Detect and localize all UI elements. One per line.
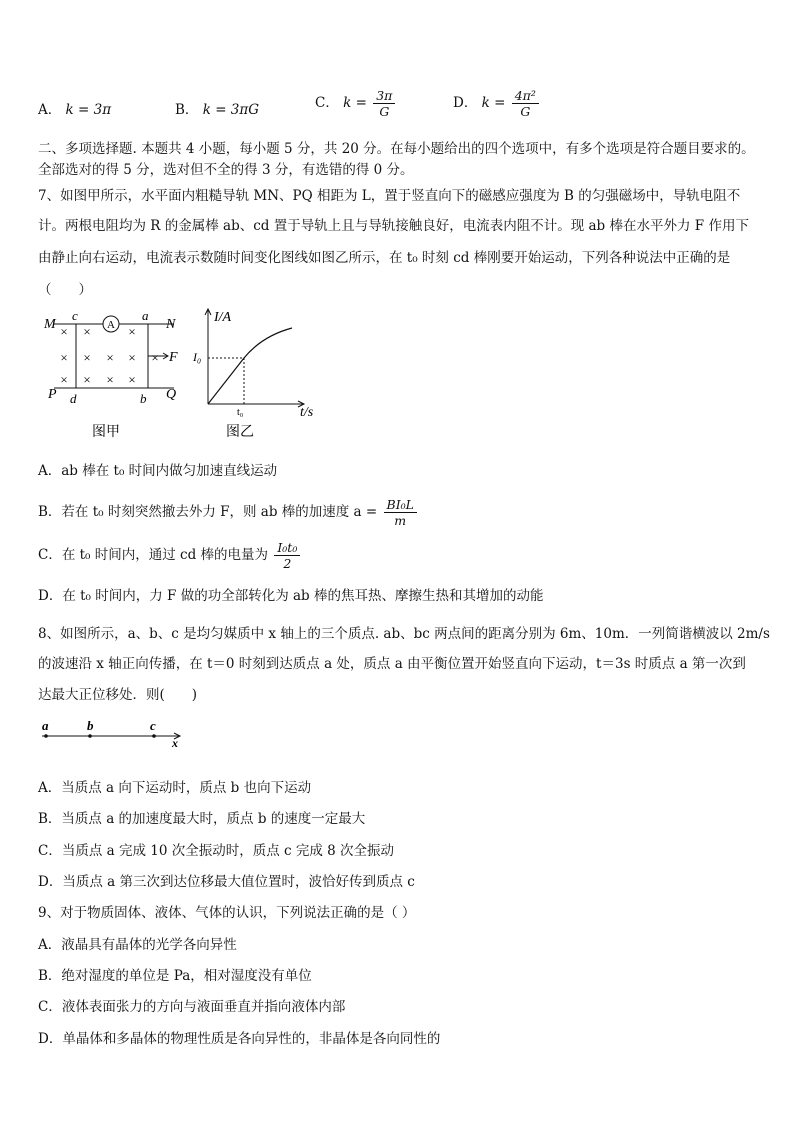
option-formula: k = bbox=[481, 95, 506, 111]
q9-stem: 9、对于物质固体、液体、气体的认识，下列说法正确的是（ ） bbox=[38, 905, 416, 921]
option-formula: k = 3πG bbox=[202, 102, 260, 118]
cross-mark: × bbox=[128, 324, 136, 339]
point-b bbox=[88, 734, 92, 738]
label-p: P bbox=[48, 387, 57, 402]
q9-option-c[interactable]: C．液体表面张力的方向与液面垂直并指向液体内部 bbox=[38, 999, 346, 1015]
q9-option-d[interactable]: D．单晶体和多晶体的物理性质是各向异性的，非晶体是各向同性的 bbox=[38, 1031, 441, 1047]
option-text: C．在 t₀ 时间内，通过 cd 棒的电量为 bbox=[38, 547, 269, 563]
tick-i0: I₀ bbox=[193, 350, 202, 364]
denominator: m bbox=[394, 513, 407, 528]
option-label: A． bbox=[38, 102, 62, 118]
q8-option-d[interactable]: D．当质点 a 第三次到达位移最大值位置时，波恰好传到质点 c bbox=[38, 874, 415, 890]
cross-mark: × bbox=[83, 324, 91, 339]
label-c: c bbox=[72, 308, 78, 323]
q7-stem-3: 由静止向右运动，电流表示数随时间变化图线如图乙所示，在 t₀ 时刻 cd 棒刚要开始运动，下列各种说法中正确的是 bbox=[38, 250, 731, 266]
q8-stem-2: 的波速沿 x 轴正向传播，在 t＝0 时刻到达质点 a 处，质点 a 由平衡位置开始竖直向下运动，t＝3s 时质点 a 第一次到 bbox=[38, 656, 746, 672]
cross-mark: × bbox=[151, 350, 159, 365]
label-d: d bbox=[70, 391, 77, 406]
numerator: 3π bbox=[373, 88, 395, 104]
q6-option-a[interactable] bbox=[38, 98, 111, 118]
denominator: G bbox=[379, 104, 390, 119]
figure-graph bbox=[192, 306, 327, 441]
q8-stem-3: 达最大正位移处．则( ) bbox=[38, 687, 198, 703]
q6-option-d[interactable] bbox=[453, 88, 541, 119]
cross-mark: × bbox=[60, 372, 68, 387]
q7-option-a[interactable]: A．ab 棒在 t₀ 时间内做匀加速直线运动 bbox=[38, 463, 278, 479]
label-n: N bbox=[166, 317, 176, 332]
cross-mark: × bbox=[106, 372, 114, 387]
option-formula: k = bbox=[343, 95, 367, 111]
y-axis-label: I/A bbox=[214, 310, 232, 325]
denominator: 2 bbox=[283, 556, 292, 571]
label-a: a bbox=[42, 718, 49, 733]
option-label: D． bbox=[453, 95, 478, 111]
cross-mark: × bbox=[60, 324, 68, 339]
cross-mark: × bbox=[106, 350, 114, 365]
q6-option-b[interactable] bbox=[175, 98, 259, 118]
figure-circuit bbox=[40, 306, 200, 441]
section-heading-cont: 全部选对的得 5 分，选对但不全的得 3 分，有选错的得 0 分。 bbox=[38, 162, 414, 178]
label-a: a bbox=[142, 308, 149, 323]
fraction bbox=[384, 497, 417, 528]
q6-option-c[interactable] bbox=[315, 88, 397, 119]
label-b: b bbox=[140, 391, 147, 406]
figure-caption-a: 图甲 bbox=[92, 425, 120, 440]
label-x: x bbox=[172, 736, 178, 750]
label-force: F bbox=[169, 350, 178, 365]
q9-option-a[interactable]: A．液晶具有晶体的光学各向异性 bbox=[38, 937, 237, 953]
figure-x-axis bbox=[38, 716, 188, 750]
magnetic-field-crosses bbox=[60, 324, 158, 387]
q9-option-b[interactable]: B．绝对湿度的单位是 Pa，相对湿度没有单位 bbox=[38, 968, 312, 984]
numerator: I₀t₀ bbox=[274, 540, 300, 556]
numerator: 4π² bbox=[512, 88, 539, 104]
section-heading: 二、多项选择题. 本题共 4 小题，每小题 5 分，共 20 分。在每小题给出的四个选项中，有多个选项是符合题目要求的。 bbox=[38, 141, 755, 157]
fraction bbox=[373, 88, 395, 119]
point-a bbox=[44, 734, 48, 738]
answer-bracket: （ ） bbox=[38, 282, 92, 298]
q7-option-c[interactable] bbox=[38, 540, 302, 571]
q8-option-c[interactable]: C．当质点 a 完成 10 次全振动时，质点 c 完成 8 次全振动 bbox=[38, 843, 395, 859]
cross-mark: × bbox=[128, 350, 136, 365]
fraction bbox=[274, 540, 300, 571]
cross-mark: × bbox=[60, 350, 68, 365]
current-curve bbox=[208, 328, 292, 404]
q7-option-b[interactable] bbox=[38, 497, 419, 528]
label-c: c bbox=[150, 718, 156, 733]
q7-option-d[interactable]: D．在 t₀ 时间内，力 F 做的功全部转化为 ab 棒的焦耳热、摩擦生热和其增加的动能 bbox=[38, 588, 544, 604]
option-text: B．若在 t₀ 时刻突然撤去外力 F，则 ab 棒的加速度 a = bbox=[38, 504, 378, 520]
label-m: M bbox=[44, 317, 56, 332]
option-label: B． bbox=[175, 102, 199, 118]
q7-stem-1: 7、如图甲所示，水平面内粗糙导轨 MN、PQ 相距为 L，置于竖直向下的磁感应强度为 B 的匀强磁场中，导轨电阻不 bbox=[38, 188, 741, 204]
cross-mark: × bbox=[83, 350, 91, 365]
tick-t0: t₀ bbox=[237, 407, 244, 418]
point-c bbox=[152, 734, 156, 738]
fraction bbox=[512, 88, 539, 119]
q7-stem-2: 计。两根电阻均为 R 的金属棒 ab、cd 置于导轨上且与导轨接触良好，电流表内阻不计。现 ab 棒在水平外力 F 作用下 bbox=[38, 218, 749, 234]
q8-option-b[interactable]: B．当质点 a 的加速度最大时，质点 b 的速度一定最大 bbox=[38, 811, 366, 827]
numerator: BI₀L bbox=[384, 497, 417, 513]
label-q: Q bbox=[166, 387, 177, 402]
figure-caption-b: 图乙 bbox=[226, 425, 254, 440]
q8-stem-1: 8、如图所示，a、b、c 是均匀媒质中 x 轴上的三个质点. ab、bc 两点间的距离分别为 6m、10m．一列简谐横波以 2m/s bbox=[38, 626, 770, 642]
x-axis-label: t/s bbox=[300, 405, 314, 420]
label-b: b bbox=[87, 718, 94, 733]
cross-mark: × bbox=[83, 372, 91, 387]
option-formula: k = 3π bbox=[65, 102, 112, 118]
option-label: C． bbox=[315, 95, 339, 111]
q8-option-a[interactable]: A．当质点 a 向下运动时，质点 b 也向下运动 bbox=[38, 780, 312, 796]
ammeter-label: A bbox=[107, 319, 115, 331]
cross-mark: × bbox=[128, 372, 136, 387]
denominator: G bbox=[520, 104, 531, 119]
